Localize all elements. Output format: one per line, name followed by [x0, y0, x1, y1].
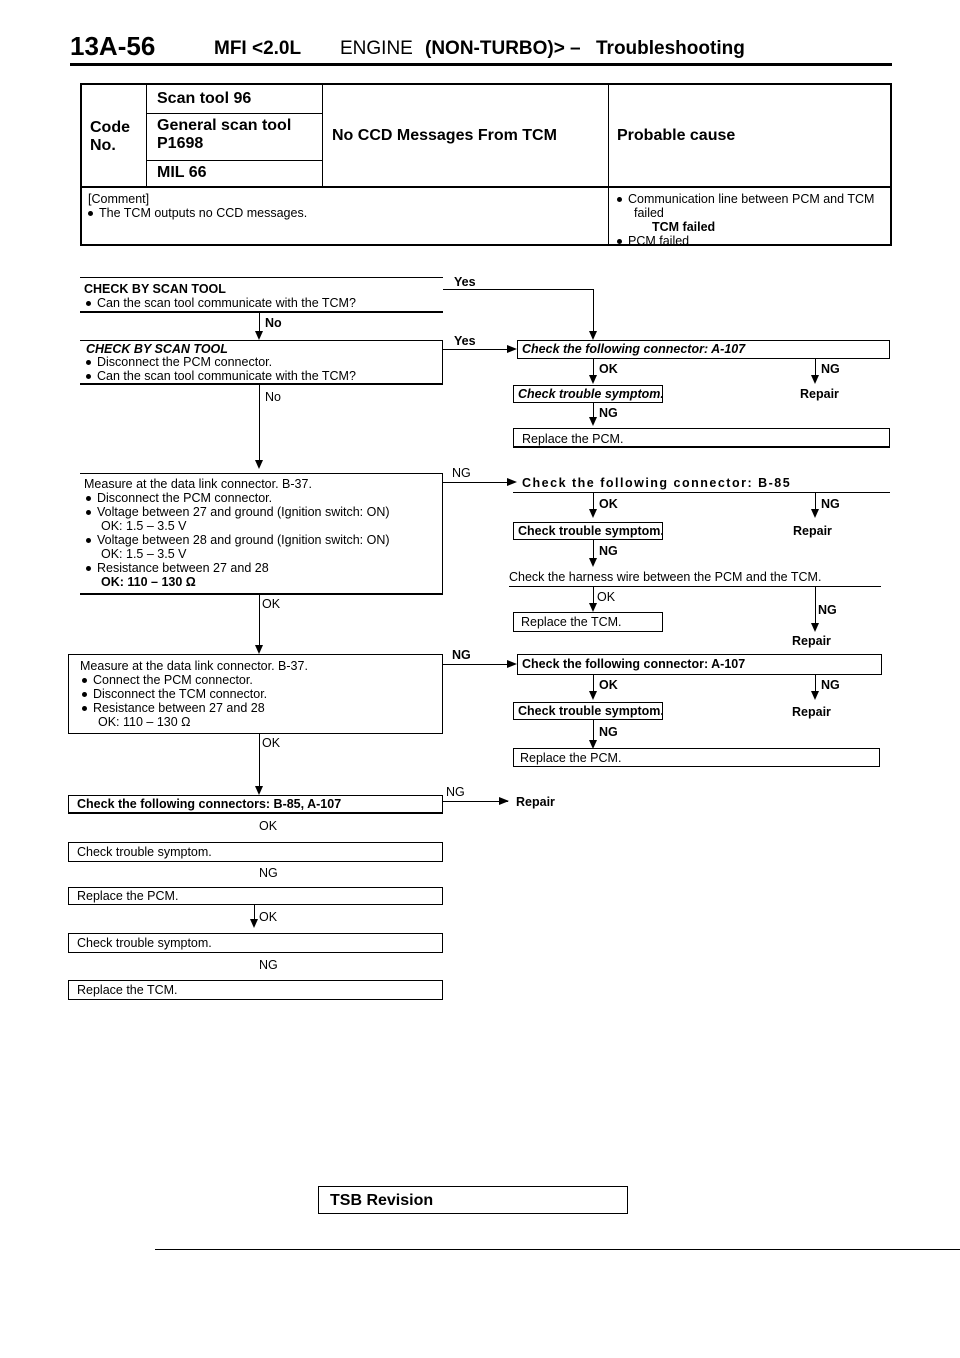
- step3-item-4: Resistance between 27 and 28: [86, 561, 269, 575]
- r2-ok-label: OK: [599, 497, 618, 511]
- step3-title: Measure at the data link connector. B-37.: [84, 477, 312, 491]
- arrow-down-icon: [589, 558, 597, 567]
- step4-ng-line: [443, 664, 508, 665]
- arrow-right-icon: [507, 478, 517, 486]
- step3-ok-3: OK: 110 – 130 Ω: [101, 575, 196, 589]
- r1-box-text: Check the following connector: A-107: [522, 342, 746, 356]
- step2-item-1: Disconnect the PCM connector.: [86, 355, 272, 369]
- r1-ok-label: OK: [599, 362, 618, 376]
- bullet-icon: [617, 197, 622, 202]
- r3-ng2-line: [593, 720, 594, 740]
- step2-yes-line: [443, 349, 508, 350]
- arrow-down-icon: [589, 375, 597, 384]
- r2-ng3-line: [815, 587, 816, 623]
- r2-box-text: Check the following connector: B-85: [522, 476, 792, 490]
- step5-ok-label: OK: [259, 819, 278, 833]
- code-label-1: Code: [90, 119, 130, 136]
- step1-yes-line: [443, 289, 593, 290]
- step1-yes-label: Yes: [454, 275, 476, 289]
- code-label-2: No.: [90, 137, 116, 154]
- r2-ng3-label: NG: [818, 603, 837, 617]
- mil-code: MIL 66: [157, 164, 207, 181]
- step5-text: Check the following connectors: B-85, A-107: [77, 797, 342, 811]
- r3-trouble-text: Check trouble symptom.: [518, 704, 664, 718]
- r3-box-text: Check the following connector: A-107: [522, 657, 746, 671]
- step3-ng-label: NG: [452, 466, 471, 480]
- arrow-down-icon: [811, 691, 819, 700]
- step2-no-line: [259, 385, 260, 460]
- arrow-down-icon: [811, 509, 819, 518]
- bullet-icon: [82, 678, 87, 683]
- bullet-icon: [88, 211, 93, 216]
- step3-ok-1: OK: 1.5 – 3.5 V: [101, 519, 187, 533]
- r2-ng2-line: [593, 540, 594, 558]
- arrow-right-icon: [499, 797, 509, 805]
- arrow-down-icon: [589, 331, 597, 340]
- arrow-down-icon: [255, 460, 263, 469]
- step7-ok-label: OK: [259, 910, 278, 924]
- r2-harness-text: Check the harness wire between the PCM and the TCM.: [509, 570, 822, 584]
- arrow-down-icon: [255, 786, 263, 795]
- r2-ng2-label: NG: [599, 544, 618, 558]
- bullet-icon: [86, 510, 91, 515]
- header-title-variant: (NON-TURBO)>: [425, 38, 565, 59]
- code-col-divider-1: [146, 85, 147, 186]
- p-code: P1698: [157, 135, 204, 152]
- bullet-icon: [82, 692, 87, 697]
- r3-ng-line: [815, 675, 816, 691]
- bullet-icon: [86, 566, 91, 571]
- header-title-dash: –: [570, 38, 581, 59]
- page-number: 13A-56: [70, 31, 156, 61]
- arrow-right-icon: [507, 660, 517, 668]
- arrow-down-icon: [589, 509, 597, 518]
- r2-ok-line: [593, 493, 594, 509]
- step1-yes-down: [593, 289, 594, 331]
- step4-title: Measure at the data link connector. B-37.: [80, 659, 308, 673]
- step3-item-2: Voltage between 27 and ground (Ignition switch: ON): [86, 505, 390, 519]
- step4-ok: OK: 110 – 130 Ω: [98, 715, 191, 729]
- bullet-icon: [86, 301, 91, 306]
- arrow-down-icon: [811, 375, 819, 384]
- step3-ok-label: OK: [262, 597, 281, 611]
- step9-text: Replace the TCM.: [77, 983, 178, 997]
- step5-repair-label: Repair: [516, 795, 555, 809]
- step2-item-2: Can the scan tool communicate with the TCM?: [86, 369, 356, 383]
- step1-title: CHECK BY SCAN TOOL: [84, 282, 226, 296]
- step1-no-line: [259, 313, 260, 331]
- step2-no-label: No: [265, 390, 281, 404]
- r3-repair-label: Repair: [792, 705, 831, 719]
- code-table-divider: [80, 186, 892, 188]
- step3-ok-line: [259, 595, 260, 645]
- step8-ng-label: NG: [259, 958, 278, 972]
- step1-item: Can the scan tool communicate with the TCM?: [86, 296, 356, 310]
- code-row-line-2: [146, 160, 322, 161]
- r2-repair2-label: Repair: [792, 634, 831, 648]
- step5-ng-label: NG: [446, 785, 465, 799]
- r2-replace-text: Replace the TCM.: [521, 615, 622, 629]
- code-col-divider-3: [608, 85, 609, 186]
- tsb-revision-text: TSB Revision: [330, 1192, 434, 1209]
- r1-ng2-label: NG: [599, 406, 618, 420]
- step4-item-3: Resistance between 27 and 28: [82, 701, 265, 715]
- step6-ng-label: NG: [259, 866, 278, 880]
- r2-ng-label: NG: [821, 497, 840, 511]
- r1-replace-text: Replace the PCM.: [522, 432, 624, 446]
- comment-label: [Comment]: [88, 192, 150, 206]
- cause-2: TCM failed: [652, 220, 716, 234]
- step4-item-1: Connect the PCM connector.: [82, 673, 253, 687]
- r2-harness-rule: [509, 586, 881, 587]
- code-row-line-1: [146, 113, 322, 114]
- header-title-engine: ENGINE: [340, 38, 413, 59]
- footer-rule: [155, 1249, 960, 1250]
- step3-item-1: Disconnect the PCM connector.: [86, 491, 272, 505]
- code-col-divider-2: [322, 85, 323, 186]
- r2-rule: [513, 492, 890, 493]
- comment-text: The TCM outputs no CCD messages.: [88, 206, 307, 220]
- step7-ok-line: [254, 905, 255, 919]
- r3-ok-line: [593, 675, 594, 691]
- arrow-down-icon: [589, 691, 597, 700]
- bullet-icon: [86, 360, 91, 365]
- cause-1-line2: failed: [634, 206, 664, 220]
- scan-tool-code: Scan tool 96: [157, 90, 252, 107]
- bullet-icon: [82, 706, 87, 711]
- r3-ok-label: OK: [599, 678, 618, 692]
- r1-ok-line: [593, 359, 594, 375]
- arrow-down-icon: [255, 645, 263, 654]
- r1-ng-line: [815, 359, 816, 375]
- arrow-down-icon: [250, 919, 258, 928]
- header-rule: [70, 63, 892, 66]
- step4-ok-line: [259, 734, 260, 786]
- header-title-section: Troubleshooting: [596, 38, 745, 59]
- dtc-title: No CCD Messages From TCM: [332, 127, 557, 144]
- r2-ok2-label: OK: [597, 590, 616, 604]
- arrow-down-icon: [589, 417, 597, 426]
- r3-ng-label: NG: [821, 678, 840, 692]
- r1-trouble-text: Check trouble symptom.: [518, 387, 664, 401]
- step2-yes-label: Yes: [454, 334, 476, 348]
- header-title-prefix: MFI <2.0L: [214, 38, 302, 59]
- step8-text: Check trouble symptom.: [77, 936, 212, 950]
- general-scan-tool-label: General scan tool: [157, 117, 292, 134]
- arrow-right-icon: [507, 345, 517, 353]
- step7-text: Replace the PCM.: [77, 889, 179, 903]
- step1-no-label: No: [265, 316, 282, 330]
- step3-ok-2: OK: 1.5 – 3.5 V: [101, 547, 187, 561]
- arrow-down-icon: [589, 603, 597, 612]
- r2-ng-line: [815, 493, 816, 509]
- bullet-icon: [86, 496, 91, 501]
- step4-item-2: Disconnect the TCM connector.: [82, 687, 267, 701]
- r2-repair-label: Repair: [793, 524, 832, 538]
- step3-ng-line: [443, 482, 508, 483]
- probable-cause-header: Probable cause: [617, 127, 736, 144]
- r1-ng2-line: [593, 403, 594, 417]
- step2-title: CHECK BY SCAN TOOL: [86, 342, 228, 356]
- r1-repair-label: Repair: [800, 387, 839, 401]
- arrow-down-icon: [811, 623, 819, 632]
- bullet-icon: [617, 239, 622, 244]
- r2-trouble-text: Check trouble symptom.: [518, 524, 664, 538]
- r1-ng-label: NG: [821, 362, 840, 376]
- step3-item-3: Voltage between 28 and ground (Ignition switch: ON): [86, 533, 390, 547]
- r3-ng2-label: NG: [599, 725, 618, 739]
- cause-1: Communication line between PCM and TCM: [617, 192, 874, 206]
- cause-3: PCM failed: [617, 234, 689, 248]
- bullet-icon: [86, 538, 91, 543]
- bullet-icon: [86, 374, 91, 379]
- comment-col-divider: [608, 188, 609, 244]
- step6-text: Check trouble symptom.: [77, 845, 212, 859]
- r2-ok2-line: [593, 587, 594, 603]
- r3-replace-text: Replace the PCM.: [520, 751, 622, 765]
- step4-ng-label: NG: [452, 648, 471, 662]
- step4-ok-label: OK: [262, 736, 281, 750]
- arrow-down-icon: [255, 331, 263, 340]
